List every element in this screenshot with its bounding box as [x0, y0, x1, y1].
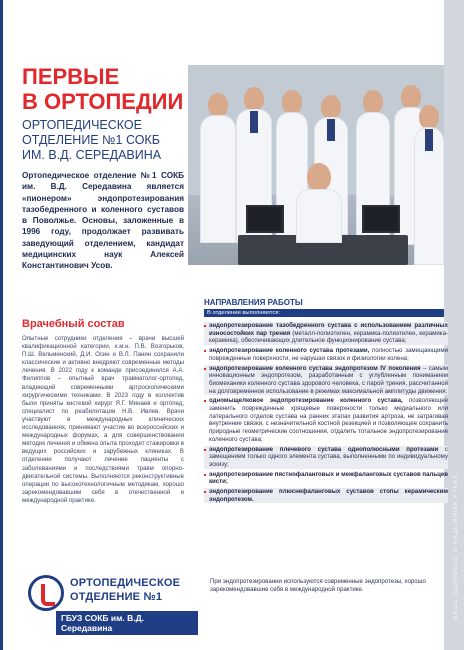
logo-line: ОРТОПЕДИЧЕСКОЕ — [70, 577, 181, 589]
list-item — [204, 322, 448, 345]
item-text: полностью замещающими поврежденные поверхности, не нарушая связок и физиологии колена; — [209, 347, 448, 362]
team-photo — [188, 65, 444, 265]
directions-list — [204, 322, 448, 505]
subtitle-line: ОРТОПЕДИЧЕСКОЕ — [22, 118, 142, 132]
list-item — [204, 446, 448, 469]
monitor — [246, 205, 284, 233]
list-item — [204, 488, 448, 503]
item-bold: эндопротезирование коленного сустава эндопротезом IV поколения — [209, 364, 421, 372]
directions-note: При эндопротезировании используются современные эндопротезы, хорошо зарекомендовавшие себя в международной практике. — [210, 578, 426, 593]
item-bold: эндопротезирование плечевого сустава однополюсными протезами — [209, 445, 439, 453]
subtitle-line: ИМ. В.Д. СЕРЕДАВИНА — [22, 148, 162, 162]
item-bold: эндопротезирование тазобедренного сустава с использованием различных износостойких пар трения — [209, 322, 448, 337]
item-bold: одномыщелковое эндопротезирование коленного сустава, — [209, 397, 403, 405]
page-title — [22, 64, 192, 114]
list-item — [204, 471, 448, 486]
logo-line: ОТДЕЛЕНИЕ №1 — [70, 591, 163, 603]
staff-paragraph: Опытные сотрудники отделения – врачи высшей квалификационной категории, к.м.н. П.В. Возгорьков, П.Ш. Вельминский, Д.И. Осин и В.Л. Панин сохранили классические и активно внедряют современные методы лечения. В 2022 году к команде присоединился А.А. Филиппов – опытный врач травматолог-ортопед, владеющий современными артроскопическими хирургическими техниками. В 2023 году в коллектив были приняты кистевой хирург Я.Г. Минаев и ортопед, специалист по реабилитации Н.В. Ивлев. Врачи участвуют в международных клинических исследованиях, принимают участие во всероссийских и международных форумах, а для совершенствования методик лечения и обмена опыта проходят стажировки в ведущих российских и зарубежных клиниках. В отделении получают лечение пациенты с заболеваниями и последствиями травм опорно-двигательной системы. Выполняются реконструктивные операции по высокотехнологичным методикам, хорошо зарекомендовавшим себя в отечественной и международной практике. — [22, 335, 184, 504]
page-subtitle — [22, 118, 202, 163]
list-item — [204, 365, 448, 396]
directions-title: НАПРАВЛЕНИЯ РАБОТЫ — [204, 298, 303, 307]
left-accent-rule — [0, 0, 3, 650]
item-bold: эндопротезирование коленного сустава протезами, — [209, 347, 370, 355]
logo-emblem-icon — [28, 575, 64, 611]
list-item — [204, 397, 448, 443]
directions-subtitle: В отделении выполняются: — [204, 309, 444, 317]
subtitle-line: ОТДЕЛЕНИЕ №1 СОКБ — [22, 133, 160, 147]
title-line: В ОРТОПЕДИИ — [22, 89, 184, 114]
item-text: позволяющее заменить поврежденные хрящевые поверхности только медиального или латерального отделов сустава на ранних этапах развития артроза, не затрагивая внутренние связки, с незначительной костной резекцией и позволяющее сохранить природные геометрические соотношения, отдалить тотальное эндопротезирование коленного сустава; — [209, 397, 448, 443]
list-item — [204, 347, 448, 362]
item-bold: эндопротезирование плюснефаланговых суставов стопы керамическим эндопротезом. — [209, 488, 448, 503]
item-bold: эндопротезирование пястнофаланговых и межфаланговых суставов пальцев кисти; — [209, 470, 448, 486]
item-text: (металл-полиэтилен, керамика-полиэтилен, керамика-керамика), обеспечивающих длительное функционирование сустава; — [209, 329, 448, 345]
intro-paragraph: Ортопедическое отделение №1 СОКБ им. В.Д. Середавина является «пионером» эндопротезирования тазобедренного и коленного суставов в Поволжье. Основы, заложенные в 1996 году, продолжает развивать заведующий отделением, кандидат медицинских наук Алексей Константинович Усов. — [22, 171, 184, 271]
side-band-text: ВАШЕ ЗДОРОВЬЕ В НАДЕЖНЫХ РУКАХ — [453, 474, 459, 620]
item-text: с замещением только одного элемента сустава, выполненными по индивидуальному эскизу; — [209, 445, 448, 468]
title-line: ПЕРВЫЕ — [22, 64, 120, 89]
monitor — [362, 205, 400, 233]
staff-section-title: Врачебный состав — [22, 318, 125, 330]
department-logo — [28, 575, 198, 635]
doctor-figure — [200, 93, 236, 243]
seated-doctor-figure — [296, 163, 342, 243]
item-text: – самым инновационным эндопротезом, разработанным с углубленным пониманием биомеханики коленного сустава здорового человека, с парой трения, рассчитанной на долговременное использование в режимах максимальной амплитуды движения; — [209, 364, 448, 395]
logo-caption: ГБУЗ СОКБ им. В.Д. Середавина — [56, 611, 198, 635]
doctor-figure — [414, 105, 444, 265]
